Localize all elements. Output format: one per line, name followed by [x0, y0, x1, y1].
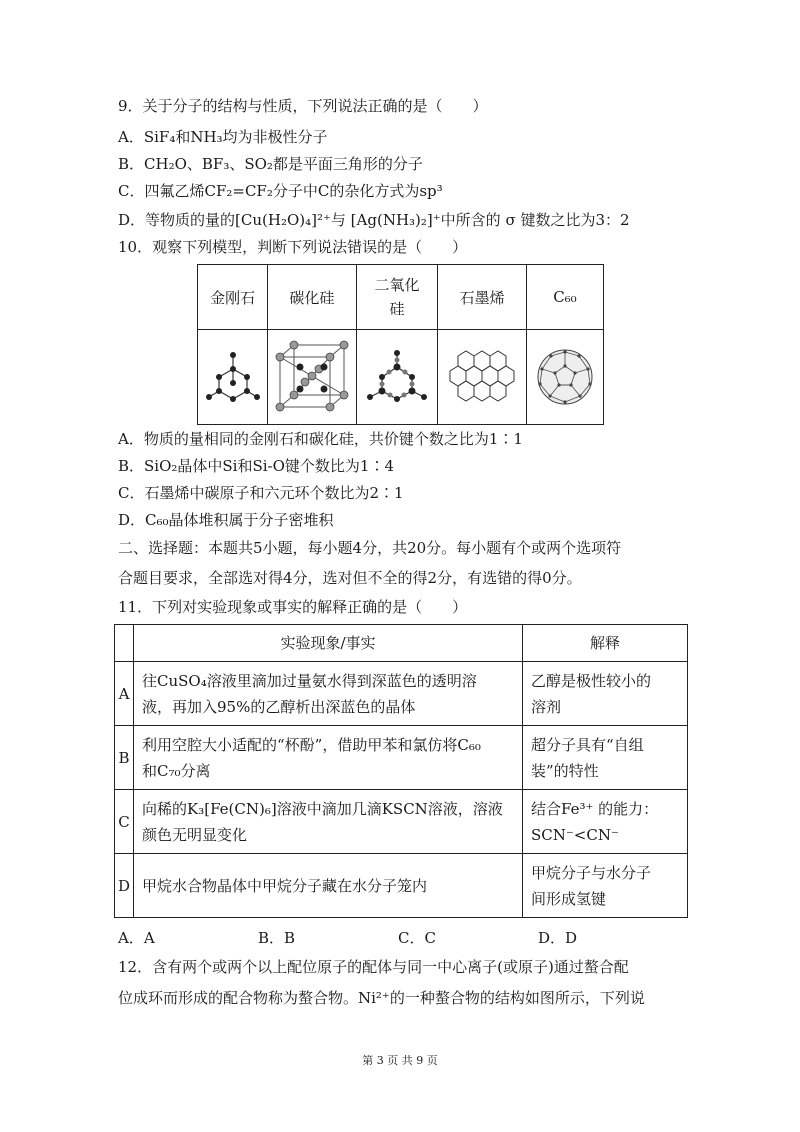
table-row: [115, 790, 688, 854]
q11-option-b: B．B: [258, 929, 296, 947]
fullerene-c60-structure-icon: [526, 330, 603, 425]
silica-structure-icon: [356, 330, 438, 425]
q9-option-d: D．等物质的量的[Cu(H₂O)₄]²⁺与 [Ag(NH₃)₂]⁺中所含的 σ 键数之比为3：2: [118, 211, 630, 229]
row-explanation: 甲烷分子与水分子 间形成氢键: [523, 854, 688, 918]
q11-option-d: D．D: [538, 929, 578, 947]
q11-header-fact: 实验现象/事实: [134, 625, 523, 662]
q11-header-key: [115, 625, 134, 662]
row-explanation: 乙醇是极性较小的 溶剂: [523, 662, 688, 726]
row-key: C: [115, 790, 134, 854]
q11-table: [114, 624, 688, 918]
q11-option-c: C．C: [398, 929, 436, 947]
q9-stem: 9．关于分子的结构与性质，下列说法正确的是（ ）: [118, 97, 488, 115]
graphene-structure-icon: [438, 330, 527, 425]
q11-table-header: [115, 625, 688, 662]
q9-option-c: C．四氟乙烯CF₂=CF₂分子中C的杂化方式为sp³: [118, 182, 443, 200]
crystal-models-table: [197, 264, 604, 425]
row-key: B: [115, 726, 134, 790]
q10-option-c: C．石墨烯中碳原子和六元环个数比为2∶1: [118, 484, 404, 502]
model-name-silicon-carbide: 碳化硅: [268, 265, 357, 330]
row-key: D: [115, 854, 134, 918]
model-name-c60: C₆₀: [526, 265, 603, 330]
row-fact: 向稀的K₃[Fe(CN)₆]溶液中滴加几滴KSCN溶液，溶液 颜色无明显变化: [134, 790, 523, 854]
page-footer: 第 3 页 共 9 页: [362, 1054, 438, 1067]
q12-stem-line2: 位成环而形成的配合物称为螯合物。Ni²⁺的一种螯合物的结构如图所示，下列说: [118, 989, 645, 1007]
q10-stem: 10．观察下列模型，判断下列说法错误的是（ ）: [118, 238, 468, 256]
q10-option-d: D．C₆₀晶体堆积属于分子密堆积: [118, 511, 334, 529]
q11-header-explanation: 解释: [523, 625, 688, 662]
row-fact: 利用空腔大小适配的“杯酚”，借助甲苯和氯仿将C₆₀ 和C₇₀分离: [134, 726, 523, 790]
section2-instructions-line1: 二、选择题：本题共5小题，每小题4分，共20分。每小题有个或两个选项符: [118, 539, 622, 557]
model-name-silica: 二氧化硅: [356, 265, 438, 330]
q10-option-b: B．SiO₂晶体中Si和Si-O键个数比为1∶4: [118, 457, 395, 475]
q9-option-b: B．CH₂O、BF₃、SO₂都是平面三角形的分子: [118, 155, 423, 173]
q9-option-a: A．SiF₄和NH₃均为非极性分子: [118, 128, 328, 146]
model-name-diamond: 金刚石: [198, 265, 268, 330]
section2-instructions-line2: 合题目要求，全部选对得4分，选对但不全的得2分，有选错的得0分。: [118, 569, 582, 587]
diamond-structure-icon: [198, 330, 268, 425]
model-name-graphene: 石墨烯: [438, 265, 527, 330]
row-explanation: 超分子具有“自组 装”的特性: [523, 726, 688, 790]
table-row: [115, 662, 688, 726]
row-fact: 往CuSO₄溶液里滴加过量氨水得到深蓝色的透明溶 液，再加入95%的乙醇析出深蓝色的晶体: [134, 662, 523, 726]
silicon-carbide-structure-icon: [268, 330, 357, 425]
row-key: A: [115, 662, 134, 726]
q11-stem: 11．下列对实验现象或事实的解释正确的是（ ）: [118, 598, 468, 616]
table-row: [115, 854, 688, 918]
table-row: [115, 726, 688, 790]
q12-stem-line1: 12．含有两个或两个以上配位原子的配体与同一中心离子(或原子)通过螯合配: [118, 958, 629, 976]
row-explanation: 结合Fe³⁺ 的能力： SCN⁻<CN⁻: [523, 790, 688, 854]
q10-option-a: A．物质的量相同的金刚石和碳化硅，共价键个数之比为1∶1: [118, 430, 523, 448]
row-fact: 甲烷水合物晶体中甲烷分子藏在水分子笼内: [134, 854, 523, 918]
q11-option-a: A．A: [118, 929, 155, 947]
